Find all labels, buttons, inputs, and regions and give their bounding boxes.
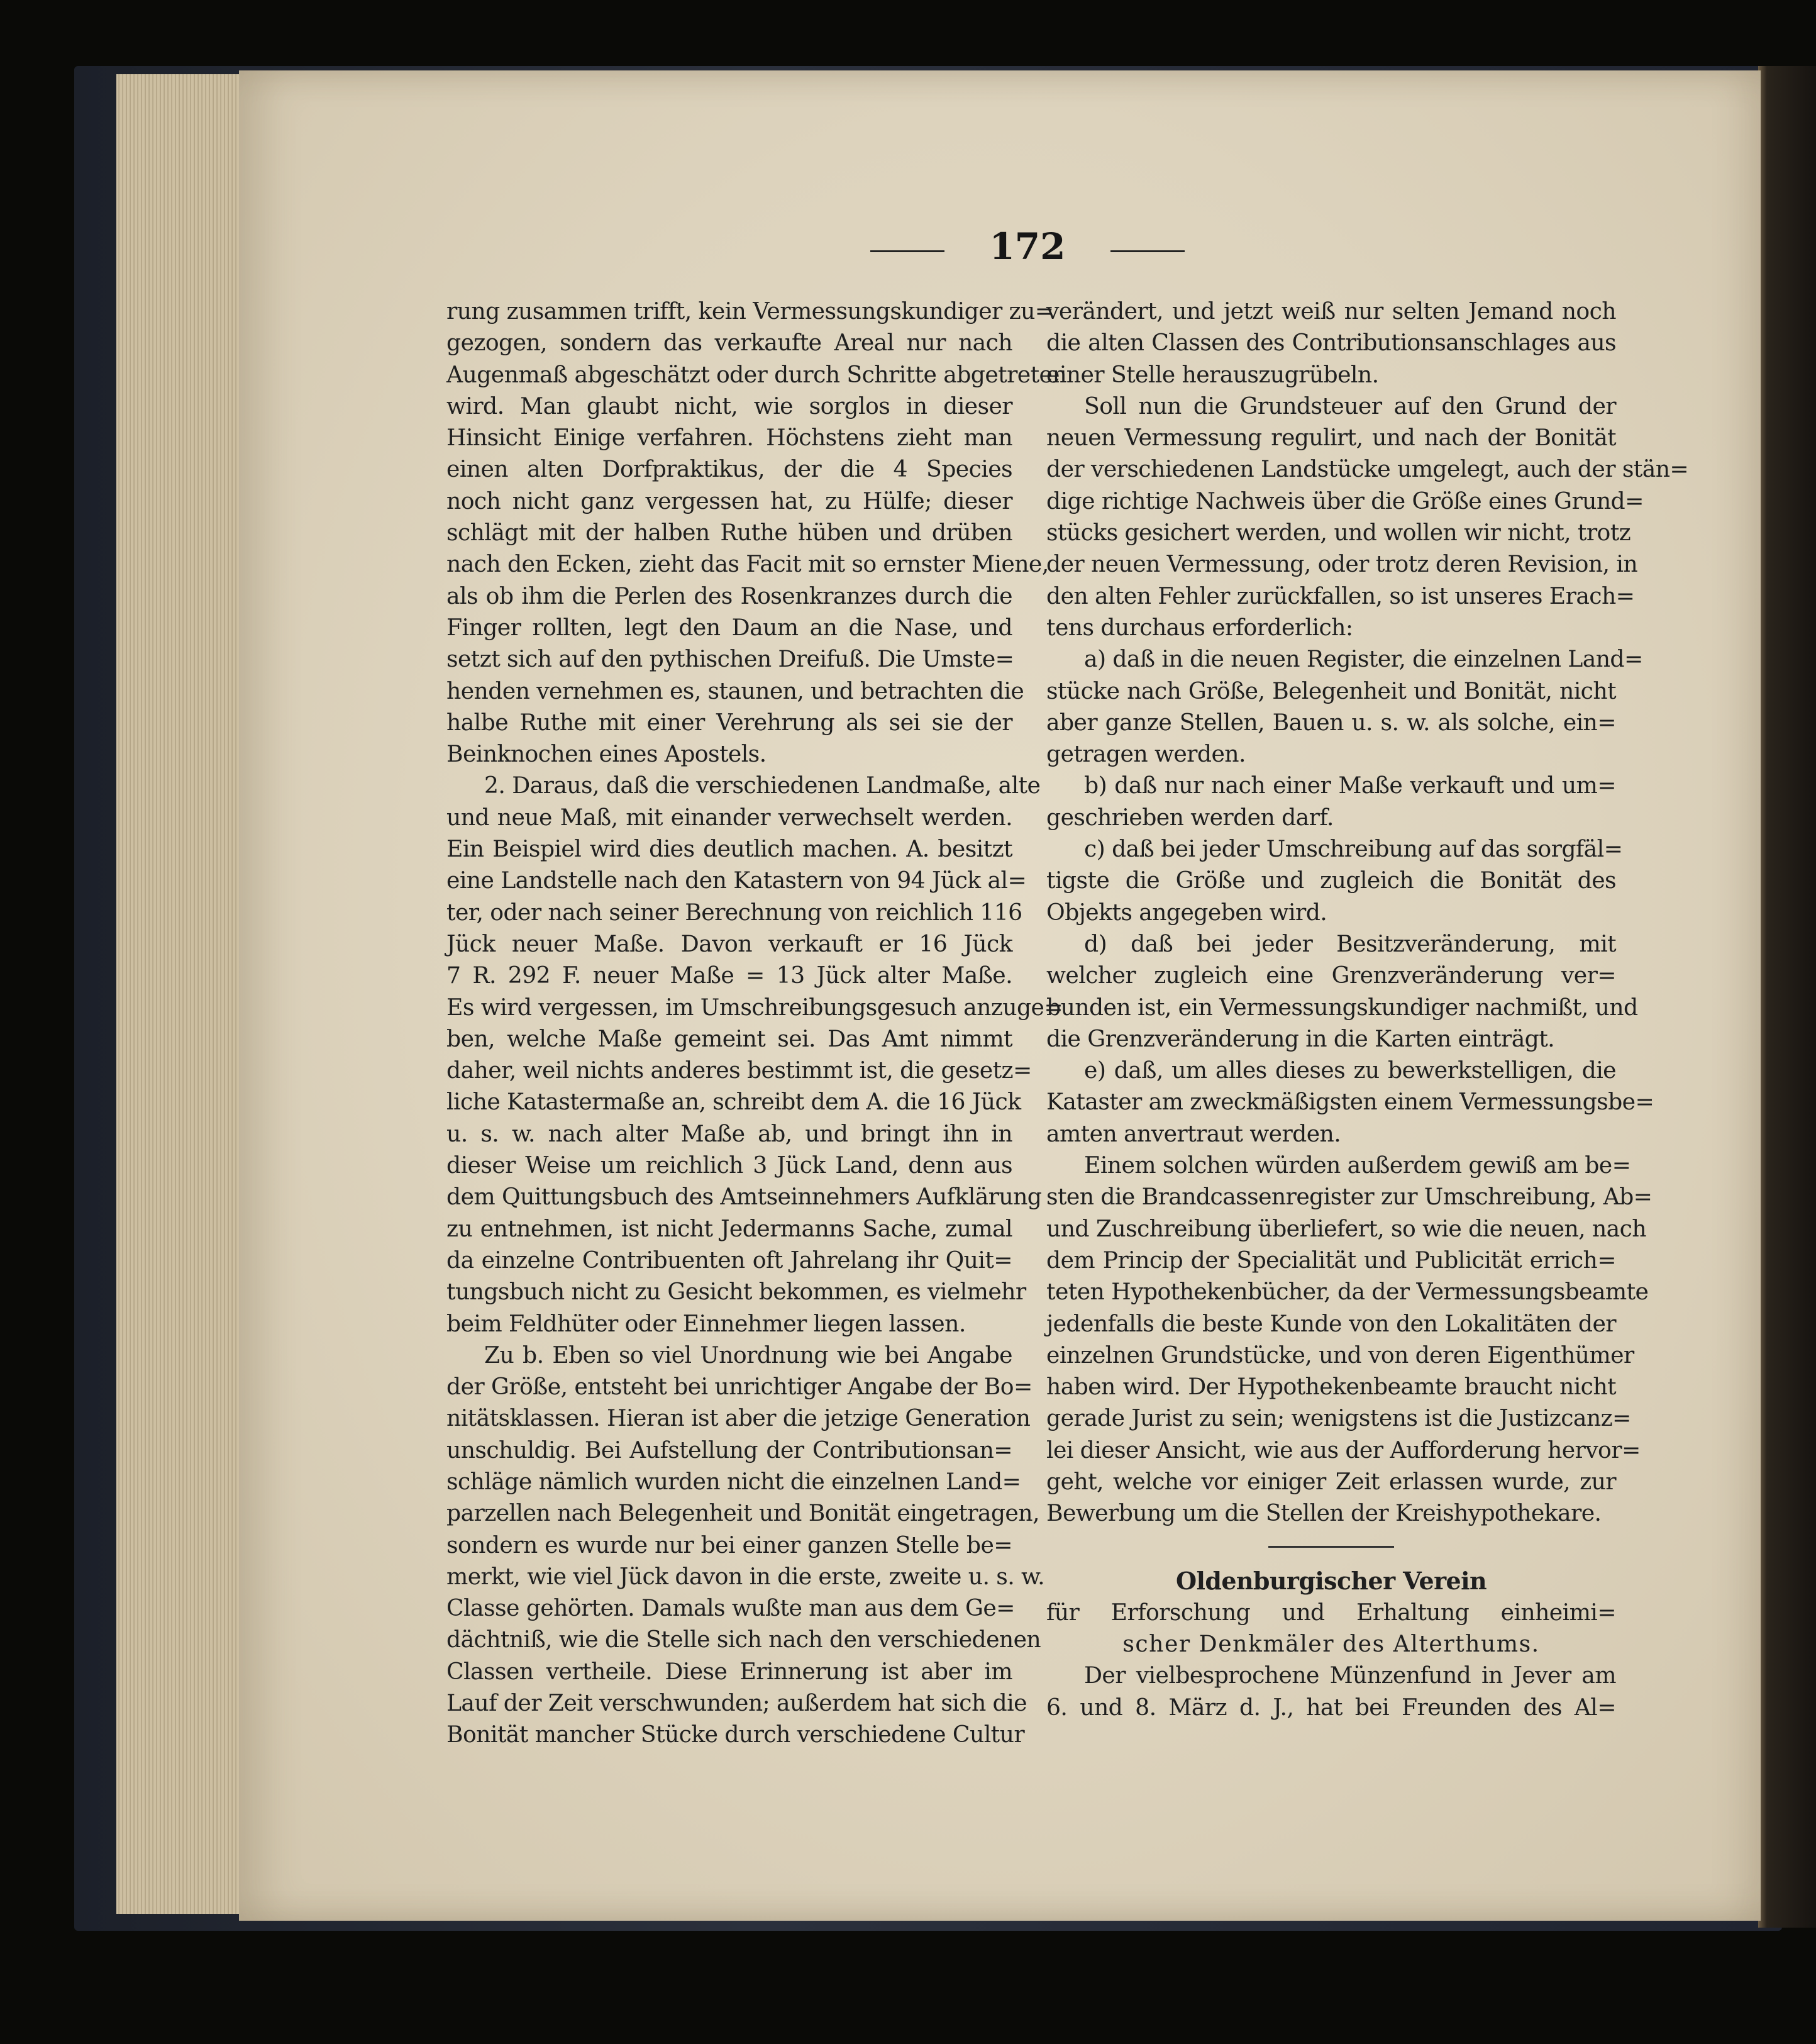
text-line: setzt sich auf den pythischen Dreifuß. Die Umste= [446,645,1014,673]
section-heading-subtitle-1: für Erforschung und Erhaltung einheimi= [1046,1598,1616,1626]
text-line: und neue Maß, mit einander verwechselt werden. [446,803,1012,831]
text-line: Es wird vergessen, im Umschreibungsgesuch anzuge= [446,993,1063,1021]
text-line: der verschiedenen Landstücke umgelegt, auch der stän= [1046,455,1689,483]
text-line: Soll nun die Grundsteuer auf den Grund der [1084,392,1616,419]
text-line: jedenfalls die beste Kunde von den Lokalitäten der [1046,1309,1616,1337]
header-rule-right [1110,250,1185,252]
text-line: sten die Brandcassenregister zur Umschreibung, Ab= [1046,1183,1653,1211]
text-line: Der vielbesprochene Münzenfund in Jever am [1084,1662,1616,1689]
text-line: rung zusammen trifft, kein Vermessungskundiger zu= [446,297,1054,325]
page-header [870,225,1185,275]
text-line: 7 R. 292 F. neuer Maße = 13 Jück alter Maße. [446,962,1012,989]
text-line: gerade Jurist zu sein; wenigstens ist die Justizcanz= [1046,1404,1631,1432]
text-line: u. s. w. nach alter Maße ab, und bringt ihn in [446,1119,1012,1147]
text-line: schlägt mit der halben Ruthe hüben und drüben [446,519,1012,547]
page-edges [116,74,242,1914]
text-line: dem Quittungsbuch des Amtseinnehmers Aufklärung [446,1183,1042,1211]
text-line: Objekts angegeben wird. [1046,898,1327,926]
text-line: ter, oder nach seiner Berechnung von reichlich 116 [446,898,1022,926]
text-line: eine Landstelle nach den Katastern von 94 Jück al= [446,867,1027,894]
text-line: getragen werden. [1046,740,1246,768]
text-line: 2. Daraus, daß die verschiedenen Landmaße, alte [484,772,1041,799]
text-line: Ein Beispiel wird dies deutlich machen. A. besitzt [446,835,1012,863]
text-line: Augenmaß abgeschätzt oder durch Schritte abgetreten [446,360,1067,388]
text-line: neuen Vermessung regulirt, und nach der Bonität [1046,424,1616,452]
text-line: halbe Ruthe mit einer Verehrung als sei sie der [446,708,1012,736]
text-line: dieser Weise um reichlich 3 Jück Land, denn aus [446,1152,1012,1179]
text-line: Bonität mancher Stücke durch verschiedene Cultur [446,1721,1025,1748]
text-line: daher, weil nichts anderes bestimmt ist, die gesetz= [446,1057,1032,1084]
text-line: merkt, wie viel Jück davon in die erste, zweite u. s. w. [446,1562,1045,1590]
text-line: einer Stelle herauszugrübeln. [1046,360,1379,388]
text-line: Finger rollten, legt den Daum an die Nase, und [446,613,1012,641]
text-line: Einem solchen würden außerdem gewiß am be= [1084,1152,1631,1179]
text-line: parzellen nach Belegenheit und Bonität eingetragen, [446,1499,1039,1527]
text-line: schläge nämlich wurden nicht die einzelnen Land= [446,1467,1021,1495]
text-line: tens durchaus erforderlich: [1046,613,1353,641]
text-line: da einzelne Contribuenten oft Jahrelang ihr Quit= [446,1246,1012,1274]
text-line: einen alten Dorfpraktikus, der die 4 Species [446,455,1012,483]
text-line: und Zuschreibung überliefert, so wie die neuen, nach [1046,1214,1647,1242]
text-line: zu entnehmen, ist nicht Jedermanns Sache, zumal [446,1214,1012,1242]
text-line: ben, welche Maße gemeint sei. Das Amt nimmt [446,1025,1012,1052]
text-line: einzelnen Grundstücke, und von deren Eigenthümer [1046,1341,1634,1369]
text-line: teten Hypothekenbücher, da der Vermessungsbeamte [1046,1278,1649,1306]
text-line: aber ganze Stellen, Bauen u. s. w. als solche, ein= [1046,708,1616,736]
text-line: tigste die Größe und zugleich die Bonität des [1046,867,1616,894]
text-line: noch nicht ganz vergessen hat, zu Hülfe; dieser [446,487,1012,514]
text-line: nach den Ecken, zieht das Facit mit so ernster Miene, [446,550,1049,578]
text-line: dem Princip der Specialität und Publicität errich= [1046,1246,1616,1274]
section-heading-subtitle-2: scher Denkmäler des Alterthums. [1122,1630,1540,1658]
left-column [446,296,1067,1751]
header-rule-left [870,250,944,252]
text-line: Zu b. Eben so viel Unordnung wie bei Angabe [484,1341,1012,1369]
text-line: stücke nach Größe, Belegenheit und Bonität, nicht [1046,677,1616,704]
text-line: stücks gesichert werden, und wollen wir nicht, trotz [1046,519,1631,547]
text-line: beim Feldhüter oder Einnehmer liegen lassen. [446,1309,966,1337]
text-line: Jück neuer Maße. Davon verkauft er 16 Jück [446,930,1012,957]
section-heading-title: Oldenburgischer Verein [1176,1566,1487,1595]
text-line: d) daß bei jeder Besitzveränderung, mit [1084,930,1616,957]
text-line: e) daß, um alles dieses zu bewerkstelligen, die [1084,1057,1616,1084]
text-line: liche Katastermaße an, schreibt dem A. die 16 Jück [446,1088,1021,1116]
text-line: die alten Classen des Contributionsanschlages aus [1046,329,1616,357]
text-line: tungsbuch nicht zu Gesicht bekommen, es vielmehr [446,1278,1026,1306]
text-line: nitätsklassen. Hieran ist aber die jetzige Generation [446,1404,1031,1432]
right-column [1046,296,1689,1723]
text-line: a) daß in die neuen Register, die einzelnen Land= [1084,645,1643,673]
text-line: wird. Man glaubt nicht, wie sorglos in dieser [446,392,1012,419]
text-line: c) daß bei jeder Umschreibung auf das sorgfäl= [1084,835,1623,863]
text-line: lei dieser Ansicht, wie aus der Aufforderung hervor= [1046,1436,1641,1464]
text-line: sondern es wurde nur bei einer ganzen Stelle be= [446,1531,1012,1558]
text-line: Lauf der Zeit verschwunden; außerdem hat sich die [446,1689,1027,1717]
text-line: geschrieben werden darf. [1046,803,1334,831]
text-line: Kataster am zweckmäßigsten einem Vermessungsbe= [1046,1088,1654,1116]
text-line: henden vernehmen es, staunen, und betrachten die [446,677,1024,704]
text-line: als ob ihm die Perlen des Rosenkranzes durch die [446,582,1012,609]
text-line: geht, welche vor einiger Zeit erlassen wurde, zur [1046,1467,1616,1495]
section-body-text [1046,1660,1616,1723]
text-line: dächtniß, wie die Stelle sich nach den verschiedenen [446,1626,1041,1653]
text-line: welcher zugleich eine Grenzveränderung ver= [1046,962,1616,989]
text-line: der Größe, entsteht bei unrichtiger Angabe der Bo= [446,1373,1033,1401]
page-number: 172 [989,225,1066,268]
text-line: gezogen, sondern das verkaufte Areal nur nach [446,329,1012,357]
text-line: Classen vertheile. Diese Erinnerung ist aber im [446,1657,1012,1685]
text-line: Classe gehörten. Damals wußte man aus dem Ge= [446,1594,1015,1622]
text-line: b) daß nur nach einer Maße verkauft und um= [1084,772,1616,799]
text-line: haben wird. Der Hypothekenbeamte braucht nicht [1046,1373,1616,1401]
text-line: Beinknochen eines Apostels. [446,740,767,768]
right-cover [1758,66,1816,1928]
text-line: den alten Fehler zurückfallen, so ist unseres Erach= [1046,582,1635,609]
text-line: Hinsicht Einige verfahren. Höchstens zieht man [446,424,1012,452]
text-line: die Grenzveränderung in die Karten einträgt. [1046,1025,1555,1052]
text-line: der neuen Vermessung, oder trotz deren Revision, in [1046,550,1638,578]
text-line: bunden ist, ein Vermessungskundiger nachmißt, und [1046,993,1638,1021]
text-line: dige richtige Nachweis über die Größe eines Grund= [1046,487,1644,514]
text-line: Bewerbung um die Stellen der Kreishypothekare. [1046,1499,1602,1527]
text-line: verändert, und jetzt weiß nur selten Jemand noch [1046,297,1616,325]
text-line: 6. und 8. März d. J., hat bei Freunden des Al= [1046,1693,1616,1721]
text-line: unschuldig. Bei Aufstellung der Contributionsan= [446,1436,1012,1464]
section-divider [1268,1546,1394,1548]
text-line: amten anvertraut werden. [1046,1119,1341,1147]
right-column-text [1046,296,1689,1530]
